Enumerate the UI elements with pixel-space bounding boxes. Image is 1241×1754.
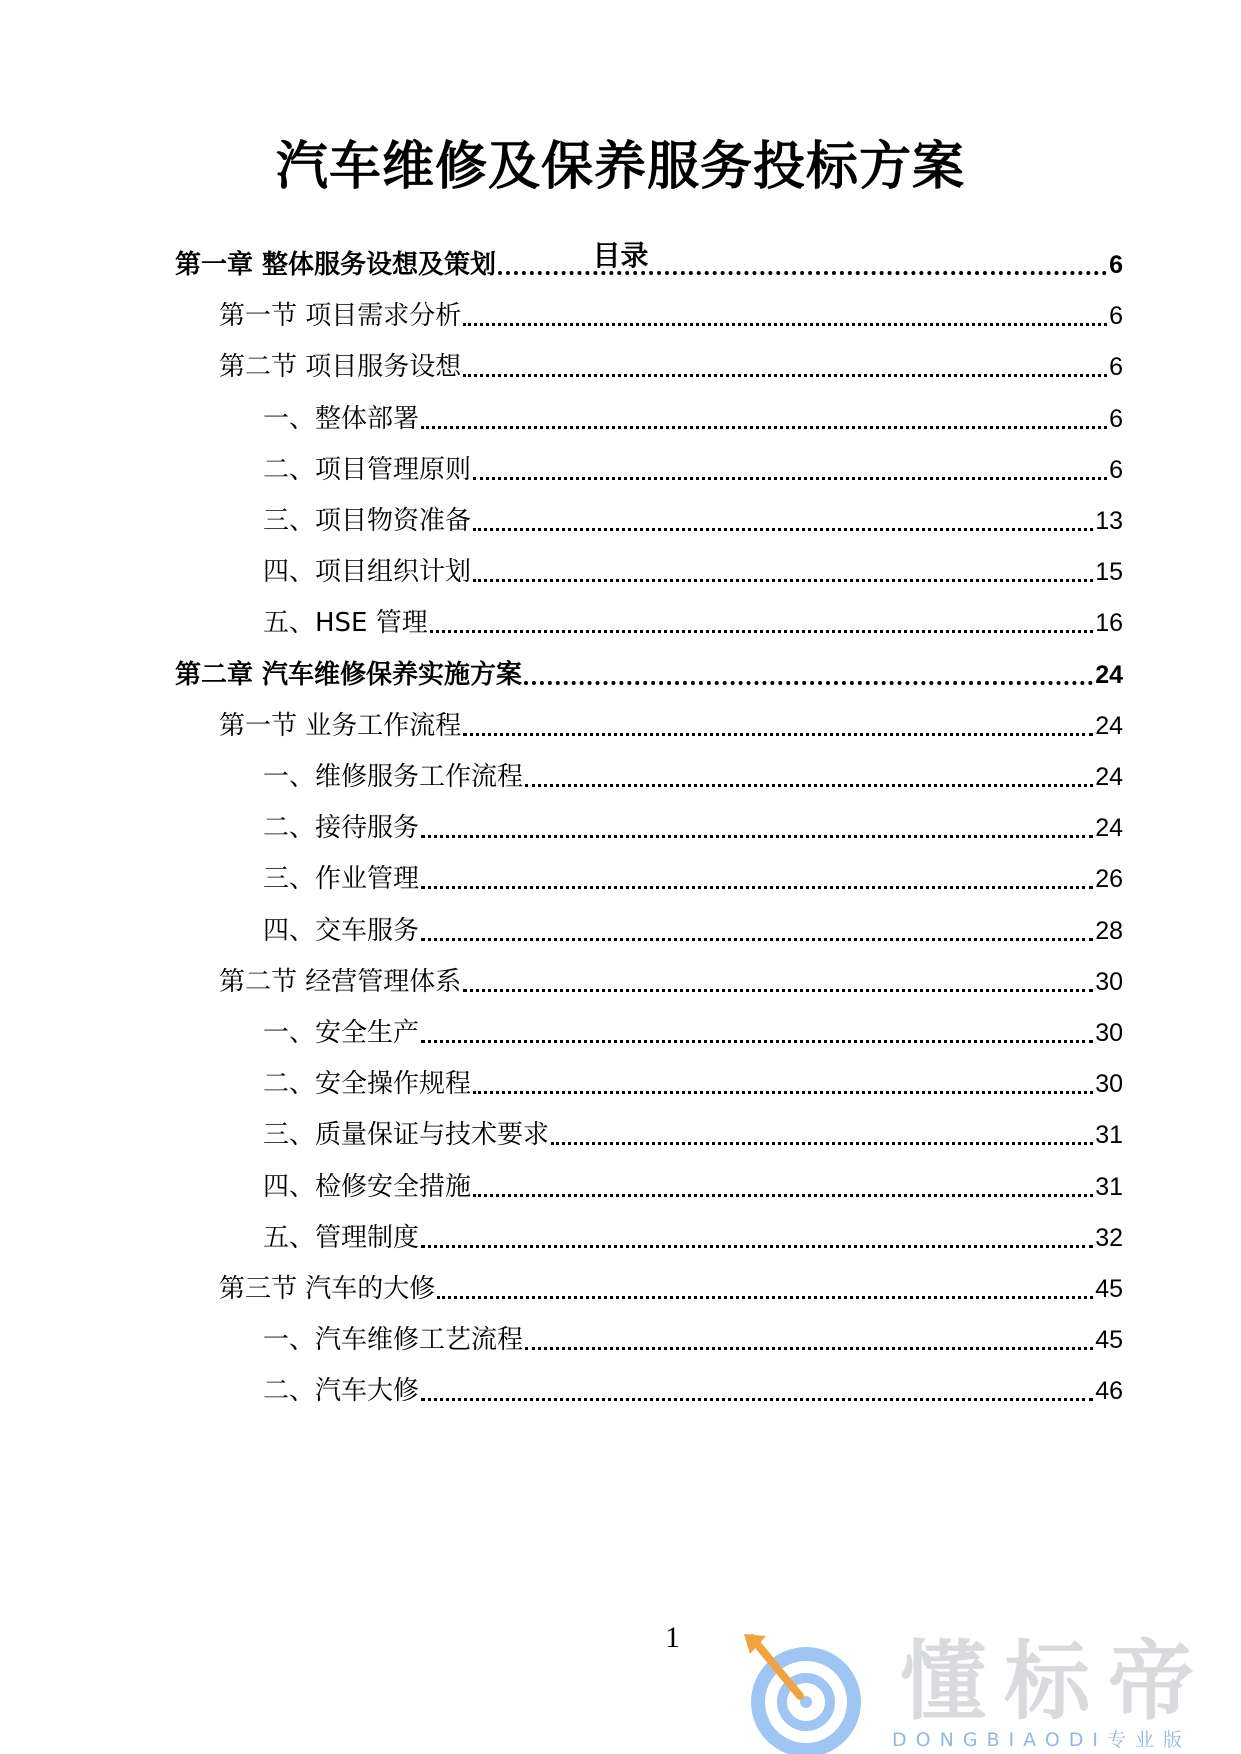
toc-entry-page: 30 (1095, 1019, 1123, 1047)
toc-entry-page: 28 (1095, 916, 1123, 945)
toc-entry-page: 45 (1095, 1326, 1123, 1355)
toc-entry[interactable] (263, 1216, 1123, 1256)
toc-dot-leader (437, 1296, 1093, 1299)
toc-dot-leader (551, 1142, 1093, 1145)
toc-entry[interactable] (263, 1165, 1123, 1205)
toc-entry-label: 一、整体部署 (263, 403, 420, 434)
toc-dot-leader (421, 938, 1093, 941)
toc-dot-leader (421, 1398, 1093, 1401)
toc-entry-page: 6 (1109, 302, 1123, 331)
toc-entry-page: 6 (1109, 353, 1123, 382)
toc-dot-leader (463, 323, 1107, 326)
toc-entry-page: 13 (1095, 507, 1123, 535)
toc-entry-page: 24 (1095, 660, 1123, 689)
toc-entry-label: 第二章 汽车维修保养实施方案 (175, 659, 523, 690)
watermark (740, 1632, 1220, 1754)
toc-entry-page: 45 (1095, 1275, 1123, 1303)
toc-entry[interactable] (219, 345, 1123, 385)
toc-entry[interactable] (263, 1113, 1123, 1153)
toc-dot-leader (463, 989, 1093, 992)
toc-entry-page: 46 (1095, 1377, 1123, 1406)
toc-entry-label: 第三节 汽车的大修 (219, 1274, 436, 1304)
toc-dot-leader (421, 1040, 1093, 1043)
toc-entry-page: 15 (1095, 558, 1123, 587)
toc-entry-label: 第二节 项目服务设想 (219, 352, 462, 383)
toc-entry-label: 一、汽车维修工艺流程 (263, 1325, 524, 1356)
toc-dot-leader (421, 835, 1093, 838)
toc-dot-leader (473, 477, 1107, 480)
toc-entry-page: 24 (1095, 814, 1123, 843)
toc-dot-leader (463, 733, 1093, 736)
toc-entry-label: 四、交车服务 (263, 915, 420, 946)
toc-dot-leader (525, 1347, 1093, 1350)
toc-entry-page: 30 (1095, 1070, 1123, 1099)
toc-dot-leader (498, 271, 1107, 275)
toc-entry-page: 24 (1095, 763, 1123, 791)
toc-entry[interactable] (219, 960, 1123, 1000)
toc-entry-page: 32 (1095, 1223, 1123, 1252)
toc-heading: 目录 (592, 239, 649, 272)
toc-entry-label: 一、安全生产 (263, 1018, 420, 1048)
toc-entry-label: 四、检修安全措施 (263, 1171, 472, 1202)
toc-entry-label: 二、接待服务 (263, 813, 420, 844)
toc-entry-page: 31 (1095, 1121, 1123, 1150)
toc-entry-page: 6 (1109, 404, 1123, 433)
toc-entry-label: 第一节 业务工作流程 (219, 710, 462, 741)
toc-dot-leader (463, 374, 1107, 377)
toc-dot-leader (473, 579, 1093, 582)
toc-dot-leader (473, 1091, 1093, 1094)
toc-entry-label: 五、管理制度 (263, 1222, 420, 1253)
toc-entry-label: 五、HSE 管理 (263, 608, 428, 639)
toc-entry-label: 三、项目物资准备 (263, 506, 472, 536)
toc-entry[interactable] (263, 857, 1123, 897)
watermark-brand: 懂标帝 (900, 1632, 1212, 1732)
toc-entry-label: 三、质量保证与技术要求 (263, 1120, 550, 1151)
toc-entry[interactable] (263, 1318, 1123, 1358)
toc-dot-leader (524, 681, 1093, 685)
toc-entry[interactable] (263, 448, 1123, 488)
toc-entry-label: 二、汽车大修 (263, 1376, 420, 1407)
toc-entry-page: 30 (1095, 967, 1123, 996)
target-logo-icon (740, 1632, 870, 1754)
toc-dot-leader (421, 426, 1107, 429)
toc-entry[interactable] (263, 806, 1123, 846)
page-number: 1 (665, 1621, 680, 1654)
toc-entry[interactable] (175, 653, 1123, 693)
toc-entry-label: 二、安全操作规程 (263, 1069, 472, 1100)
toc-entry-label: 一、维修服务工作流程 (263, 762, 524, 792)
toc-dot-leader (473, 528, 1093, 531)
toc-entry[interactable] (219, 1267, 1123, 1307)
toc-entry-page: 6 (1109, 455, 1123, 484)
toc-entry[interactable] (263, 1062, 1123, 1102)
toc-entry-page: 31 (1095, 1172, 1123, 1201)
toc-entry[interactable] (175, 243, 1123, 283)
toc-dot-leader (421, 1245, 1093, 1248)
watermark-subtitle: DONGBIAODI专业版 (892, 1729, 1192, 1751)
toc-entry-label: 第一章 整体服务设想及策划 (175, 250, 497, 280)
toc-dot-leader (473, 1194, 1093, 1197)
toc-entry[interactable] (263, 550, 1123, 590)
toc-entry-label: 二、项目管理原则 (263, 454, 472, 485)
toc-entry-page: 26 (1095, 865, 1123, 894)
toc-entry-label: 第一节 项目需求分析 (219, 301, 462, 332)
toc-entry-label: 第二节 经营管理体系 (219, 966, 462, 997)
toc-entry[interactable] (263, 1369, 1123, 1409)
toc-entry[interactable] (219, 294, 1123, 334)
toc-dot-leader (421, 886, 1093, 889)
toc-entry-page: 6 (1109, 251, 1123, 279)
toc-entry[interactable] (263, 499, 1123, 539)
toc-entry[interactable] (263, 601, 1123, 641)
toc-dot-leader (525, 784, 1093, 787)
toc-entry[interactable] (219, 704, 1123, 744)
toc-entry-label: 三、作业管理 (263, 864, 420, 895)
toc-entry[interactable] (263, 909, 1123, 949)
toc-dot-leader (430, 630, 1093, 633)
toc-entry-page: 16 (1095, 609, 1123, 638)
toc-entry-page: 24 (1095, 711, 1123, 740)
toc-entry[interactable] (263, 397, 1123, 437)
toc-entry[interactable] (263, 1011, 1123, 1051)
document-title: 汽车维修及保养服务投标方案 (275, 137, 965, 197)
toc-entry-label: 四、项目组织计划 (263, 557, 472, 588)
toc-entry[interactable] (263, 755, 1123, 795)
